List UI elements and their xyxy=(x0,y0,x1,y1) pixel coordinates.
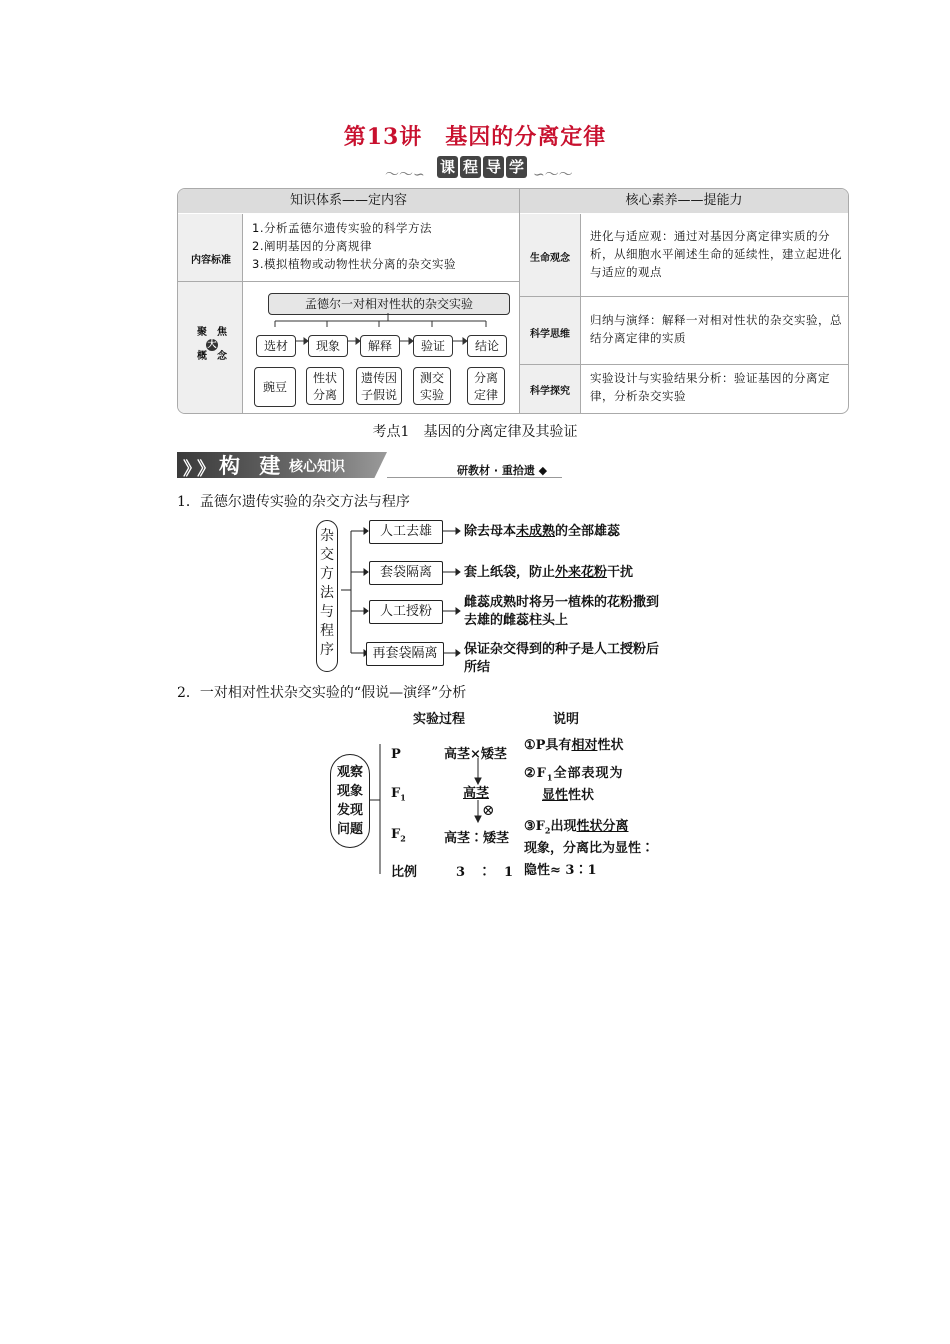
flow-result: 豌豆 xyxy=(254,367,296,407)
oval-char: 序 xyxy=(320,642,334,658)
note-key-term: 显性 xyxy=(542,788,569,803)
flow-result: 性状 分离 xyxy=(306,367,344,405)
generation-label: 比例 xyxy=(391,865,418,880)
flow-step: 选材 xyxy=(256,335,296,357)
flow-step: 结论 xyxy=(467,335,507,357)
note-3-line2: 现象，分离比为显性∶ xyxy=(524,841,655,856)
banner-right-text: 研教材 · 重拾遗 ◆ xyxy=(457,464,548,477)
concept-char: 焦 xyxy=(217,327,227,338)
knowledge-header: 知识体系——定内容 xyxy=(178,189,519,213)
oval-char: 法 xyxy=(320,585,334,601)
oval-char: 交 xyxy=(320,547,334,563)
observe-phenomenon-oval xyxy=(330,754,370,848)
literacy-label: 生命观念 xyxy=(530,253,570,264)
content-standard-label: 内容标准 xyxy=(191,255,231,266)
divider xyxy=(387,477,562,478)
generation-label: $F_2$ xyxy=(391,827,406,844)
concept-char: 大 xyxy=(207,340,217,350)
literacy-header: 核心素养——提能力 xyxy=(520,189,848,213)
desc-text: 除去母本 xyxy=(464,524,517,539)
f1-phenotype: 高茎 xyxy=(463,786,490,801)
page-title: 第13讲 基因的分离定律 xyxy=(343,124,607,150)
generation-label: P xyxy=(391,747,401,762)
note-2-line1: $②F_1$全部表现为 xyxy=(524,766,624,783)
oval-text: 现象 xyxy=(336,784,363,799)
flow-step: 现象 xyxy=(308,335,348,357)
course-overview-table xyxy=(177,188,849,414)
banner-main: 构 建 xyxy=(219,453,287,478)
hybrid-method-oval xyxy=(316,520,338,672)
literacy-text: 进化与适应观：通过对基因分离定律实质的分析，从细胞水平阐述生命的延续性，建立起进化与适应的观点 xyxy=(590,229,842,279)
step-description xyxy=(464,564,633,582)
chevron-icon: 》 xyxy=(197,459,215,480)
desc-text: 干扰 xyxy=(607,565,634,580)
flow-result: 遗传因 子假说 xyxy=(356,367,402,405)
col-process-header: 实验过程 xyxy=(413,712,466,727)
chevron-icon: 》 xyxy=(183,459,201,480)
step-description: 保证杂交得到的种子是人工授粉后 所结 xyxy=(464,642,660,675)
oval-char: 杂 xyxy=(320,528,334,544)
core-knowledge-banner xyxy=(177,452,387,478)
badge-char: 课 xyxy=(437,156,458,178)
oval-char: 方 xyxy=(320,566,334,582)
standard-item: 3.模拟植物或动物性状分离的杂交实验 xyxy=(252,257,456,271)
section-2-heading: 2．一对相对性状杂交实验的“假说—演绎”分析 xyxy=(177,685,467,701)
p-cross: 高茎×矮茎 xyxy=(444,747,507,762)
col-explain-header: 说明 xyxy=(553,712,580,727)
oval-char: 与 xyxy=(320,604,334,620)
literacy-label: 科学思维 xyxy=(530,329,570,340)
step-description: 雌蕊成熟时将另一植株的花粉撒到 去雄的雌蕊柱头上 xyxy=(464,595,660,628)
note-text: ①P具有 xyxy=(524,738,572,753)
concept-char: 聚 xyxy=(197,327,207,338)
step-box: 再套袋隔离 xyxy=(366,642,444,666)
desc-text: 套上纸袋，防止 xyxy=(464,565,556,580)
badge-char: 程 xyxy=(460,156,481,178)
flow-result: 测交 实验 xyxy=(413,367,451,405)
generation-label: $F_1$ xyxy=(391,786,406,803)
desc-text: 的全部雄蕊 xyxy=(555,524,621,539)
note-3-line3: 隐性≈ 3∶1 xyxy=(524,863,597,878)
flow-step: 解释 xyxy=(360,335,400,357)
divider xyxy=(520,296,848,297)
note-1 xyxy=(524,734,623,753)
literacy-text: 实验设计与实验结果分析：验证基因的分离定律，分析杂交实验 xyxy=(590,371,830,403)
desc-key-term: 外来花粉 xyxy=(555,565,608,580)
standard-item: 2.阐明基因的分离规律 xyxy=(252,239,372,253)
flow-title: 孟德尔一对相对性状的杂交实验 xyxy=(268,293,510,315)
content-standard-list xyxy=(252,219,456,273)
note-key-term: 性状分离 xyxy=(576,819,629,834)
divider xyxy=(580,214,581,413)
literacy-label: 科学探究 xyxy=(530,386,570,397)
oval-text: 观察 xyxy=(336,765,363,780)
section-1-heading: 1．孟德尔遗传实验的杂交方法与程序 xyxy=(177,494,410,510)
desc-key-term: 未成熟 xyxy=(516,524,556,539)
standard-item: 1.分析孟德尔遗传实验的科学方法 xyxy=(252,221,432,235)
step-box: 人工去雄 xyxy=(369,520,443,544)
literacy-text: 归纳与演绎：解释一对相对性状的杂交实验，总结分离定律的实质 xyxy=(590,313,842,345)
flow-result: 分离 定律 xyxy=(467,367,505,405)
left-swirl-icon: 〜〜∽ xyxy=(385,167,425,183)
note-key-term: 相对 xyxy=(571,738,598,753)
step-box: 人工授粉 xyxy=(369,600,443,624)
oval-text: 发现 xyxy=(336,803,363,818)
note-3-line1: $③F_2$出现性状分离 xyxy=(524,819,629,836)
label-column xyxy=(178,214,242,413)
divider xyxy=(520,364,848,365)
step-description xyxy=(464,523,620,541)
note-text: 性状 xyxy=(597,738,624,753)
badge-char: 导 xyxy=(483,156,504,178)
course-guide-banner xyxy=(385,152,573,186)
oval-text: 问题 xyxy=(336,822,363,837)
oval-char: 程 xyxy=(320,623,334,639)
ratio-value: 3 ∶ 1 xyxy=(456,865,514,880)
concept-char: 概 xyxy=(197,351,207,362)
f2-phenotypes: 高茎∶矮茎 xyxy=(444,831,510,846)
right-swirl-icon: ∽〜〜 xyxy=(533,167,573,183)
selfing-symbol: ⊗ xyxy=(482,801,495,819)
flow-step: 验证 xyxy=(413,335,453,357)
step-box: 套袋隔离 xyxy=(369,561,443,585)
badge-char: 学 xyxy=(506,156,527,178)
exam-point-heading: 考点1 基因的分离定律及其验证 xyxy=(372,424,578,440)
course-guide-badge xyxy=(437,156,527,178)
note-2-line2 xyxy=(542,784,594,803)
big-concept-label xyxy=(192,327,232,363)
banner-sub: 核心知识 xyxy=(289,459,345,475)
concept-char: 念 xyxy=(217,351,227,362)
note-text: 性状 xyxy=(568,788,595,803)
